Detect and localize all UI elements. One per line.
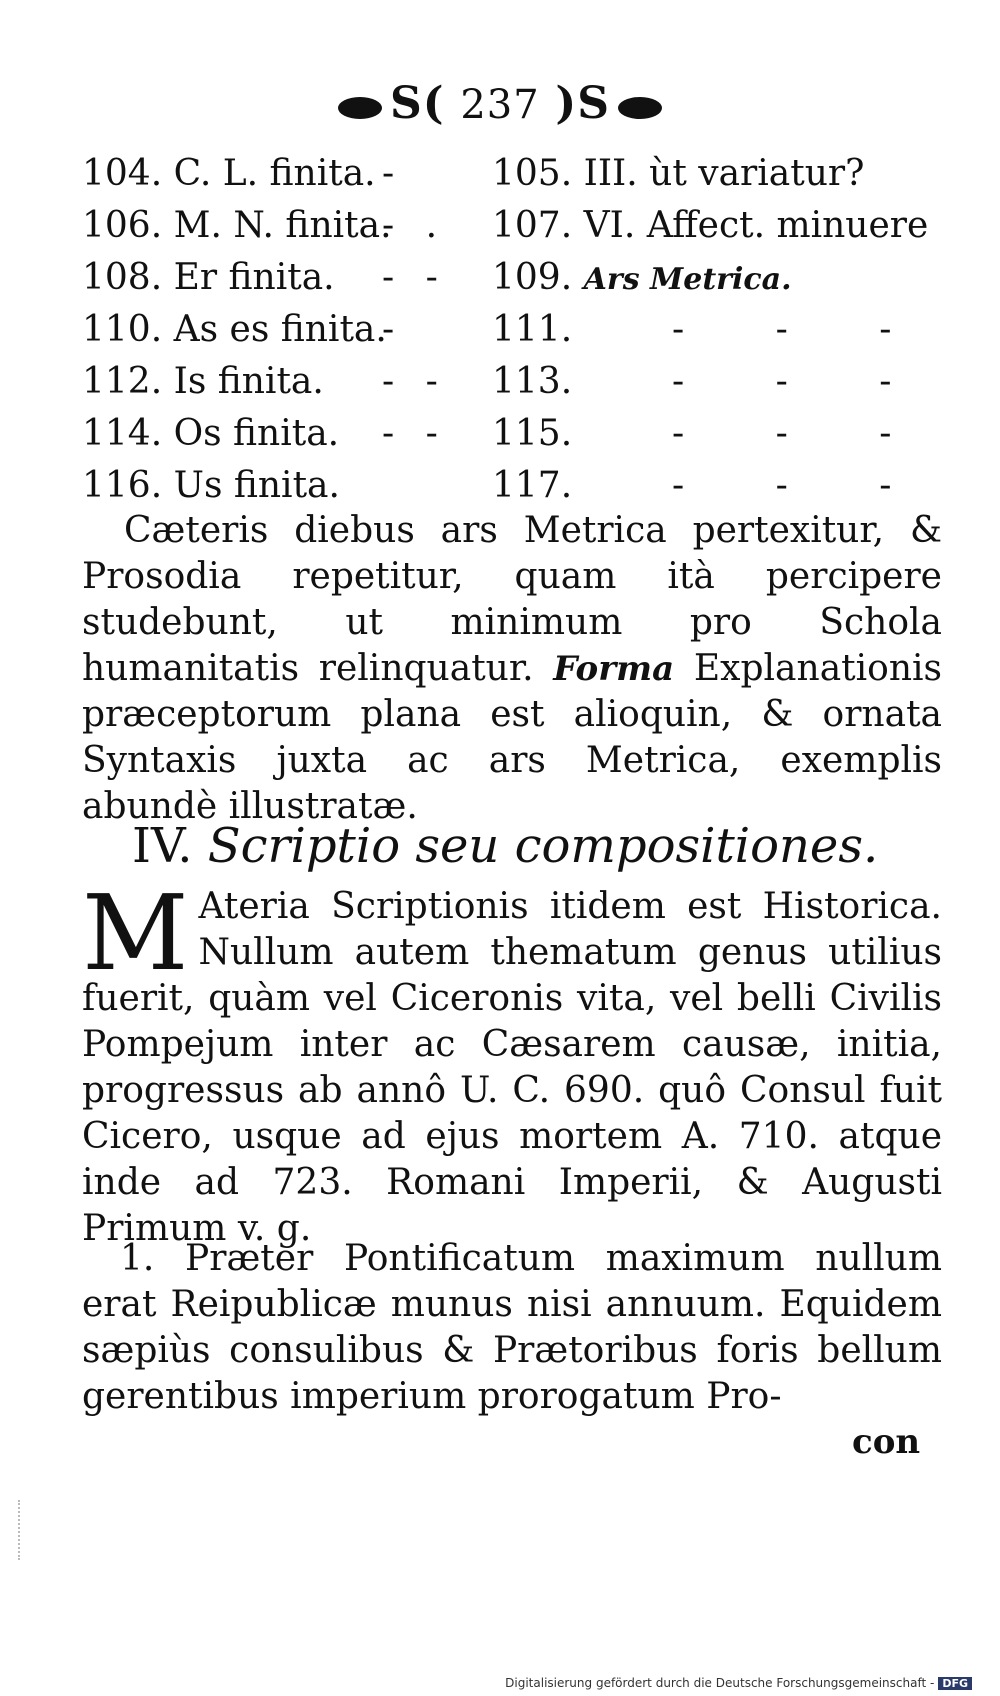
lesson-left-text: 104. C. L. finita. (82, 153, 376, 194)
lesson-list (82, 148, 942, 512)
lesson-right (492, 356, 942, 408)
paragraph-ars-metrica (82, 508, 942, 830)
margin-dots (18, 1500, 24, 1560)
lesson-left-text: 110. As es finita. (82, 309, 387, 350)
lesson-left-text: 108. Er finita. (82, 257, 335, 298)
lesson-right-text: 113. (492, 361, 573, 402)
paragraph-text: 1. Præter Pontificatum maximum nullum erat Reipublicæ munus nisi annuum. Equidem sæpiùs consulibus & Prætoribus foris bellum gerentibus imperium prorogatum Pro- (82, 1238, 942, 1417)
leader-dashes: - (382, 153, 405, 194)
lesson-left (82, 304, 462, 356)
leader-dashes: - . (382, 205, 448, 246)
footer-text: Digitalisierung gefördert durch die Deutsche Forschungsgemeinschaft - (505, 1676, 935, 1690)
lesson-row (82, 460, 942, 512)
lesson-left-text: 114. Os finita. (82, 413, 340, 454)
lesson-right (492, 304, 942, 356)
lesson-left-text: 116. Us finita. (82, 465, 340, 506)
lesson-right-text: 107. VI. Affect. minuere (492, 205, 929, 246)
lesson-left (82, 356, 462, 408)
leader-dashes: - - - (672, 413, 932, 454)
lesson-left (82, 200, 462, 252)
lesson-right-text: 117. (492, 465, 573, 506)
lesson-right (492, 408, 942, 460)
section-number: IV. (132, 818, 193, 874)
lesson-row (82, 200, 942, 252)
lesson-right (492, 460, 942, 512)
lesson-right-text: 109. (492, 257, 573, 298)
paragraph-text: Cæteris diebus ars Metrica pertexitur, & Prosodia repetitur, quam ità percipere studebunt, ut minimum pro Schola humanitatis relinquatur. (82, 510, 942, 689)
lesson-right-text: 111. (492, 309, 573, 350)
lesson-row (82, 148, 942, 200)
lesson-row (82, 408, 942, 460)
lesson-right-italic: Ars Metrica. (583, 262, 792, 297)
running-header (0, 78, 1000, 129)
paragraph-italic: Forma (553, 649, 675, 689)
leader-dashes: - - - (672, 361, 932, 402)
paragraph-text: Ateria Scriptionis itidem est Historica. Nullum autem thematum genus utilius fuerit, quàm vel Ciceronis vita, vel belli Civilis Pompejum inter ac Cæsarem causæ, initia, progressus ab annô U. C. 690. quô Consul fuit Cicero, usque ad ejus mortem A. 710. atque inde ad 723. Romani Imperii, & Augusti Primum v. g. (82, 886, 942, 1249)
lesson-row (82, 304, 942, 356)
lesson-left-text: 112. Is finita. (82, 361, 324, 402)
leader-dashes: - - (382, 361, 448, 402)
dfg-logo: DFG (938, 1677, 972, 1690)
leader-dashes: - - (382, 257, 448, 298)
lesson-right (492, 148, 942, 200)
paragraph-scriptio (82, 872, 942, 1252)
header-ornament-left: S( (390, 78, 445, 129)
lesson-right (492, 200, 942, 252)
leader-dashes: - (382, 309, 405, 350)
footer-credit (505, 1676, 972, 1690)
lesson-left (82, 148, 462, 200)
page-number: 237 (460, 82, 540, 128)
lesson-left (82, 460, 462, 512)
header-ornament-right: )S (555, 78, 610, 129)
ornament-right-icon (618, 97, 662, 119)
paragraph-pontificatum (82, 1236, 942, 1420)
ornament-left-icon (338, 97, 382, 119)
lesson-row (82, 252, 942, 304)
drop-cap: M (82, 872, 189, 994)
section-title: Scriptio seu compositiones. (207, 818, 879, 874)
paragraph-text: Explanationis præceptorum plana est alioquin, & ornata Syntaxis juxta ac ars Metrica, exemplis abundè illustratæ. (82, 648, 942, 827)
section-heading (132, 818, 878, 874)
leader-dashes: - - - (672, 309, 932, 350)
leader-dashes: - - - (672, 465, 932, 506)
lesson-left (82, 408, 462, 460)
leader-dashes: - - (382, 413, 448, 454)
lesson-right-text: 105. III. ùt variatur? (492, 153, 865, 194)
lesson-right-text: 115. (492, 413, 573, 454)
catchword: con (852, 1422, 921, 1462)
lesson-right (492, 252, 942, 306)
lesson-row (82, 356, 942, 408)
lesson-left-text: 106. M. N. finita. (82, 205, 392, 246)
lesson-left (82, 252, 462, 304)
